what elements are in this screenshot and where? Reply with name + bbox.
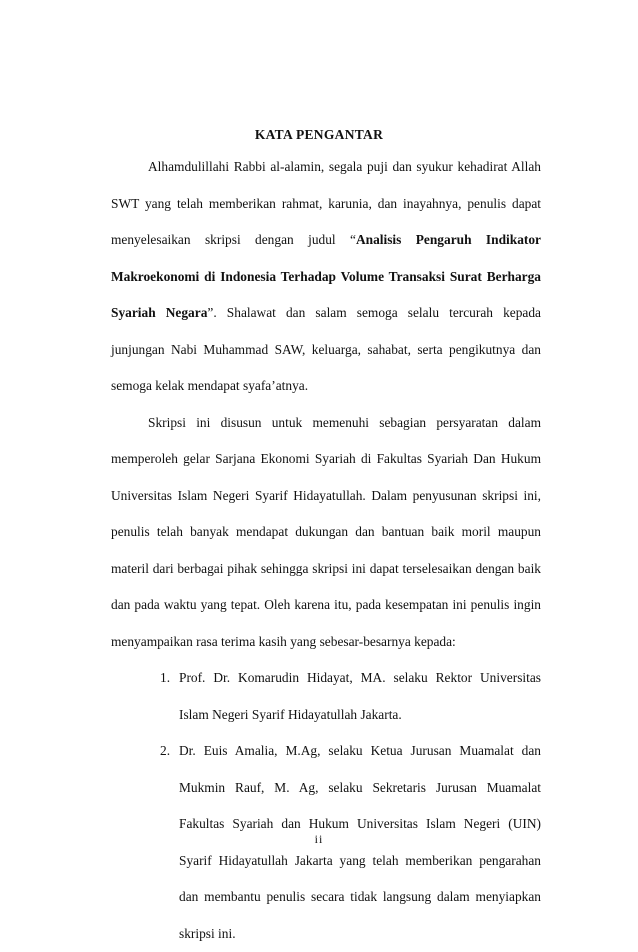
page-number: ii bbox=[314, 832, 324, 846]
page-title: KATA PENGANTAR bbox=[254, 127, 384, 142]
list-item-text: Prof. Dr. Komarudin Hidayat, MA. selaku Rektor Universitas Islam Negeri Syarif Hidayatullah Jakarta. bbox=[179, 670, 541, 722]
list-item-number: 2. bbox=[160, 743, 171, 758]
paragraph-opening bbox=[111, 149, 541, 405]
paragraph-opening-end: ”. Shalawat dan salam semoga selalu tercurah kepada junjungan Nabi Muhammad SAW, keluarga, sahabat, serta pengikutnya dan semoga kelak mendapat syafa’atnya. bbox=[111, 305, 542, 393]
paragraph-opening-start: Alhamdulillahi Rabbi al-alamin, segala puji dan syukur kehadirat Allah SWT yang telah memberikan rahmat, karunia, dan inayahnya, penulis dapat menyelesaikan skripsi dengan judul “ bbox=[111, 159, 541, 247]
thesis-title: Analisis Pengaruh Indikator Makroekonomi di Indonesia Terhadap Volume Transaksi Surat Berharga Syariah Negara bbox=[111, 232, 541, 320]
paragraph-purpose: Skripsi ini disusun untuk memenuhi sebagian persyaratan dalam memperoleh gelar Sarjana Ekonomi Syariah di Fakultas Syariah Dan Hukum Universitas Islam Negeri Syarif Hidayatullah. Dalam penyusunan skripsi ini, penulis telah banyak mendapat dukungan dan bantuan baik moril maupun materil dari berbagai pihak sehingga skripsi ini dapat terselesaikan dengan baik dan pada waktu yang tepat. Oleh karena itu, pada kesempatan ini penulis ingin menyampaikan rasa terima kasih yang sebesar-besarnya kepada: bbox=[111, 414, 541, 649]
acknowledgement-list bbox=[111, 660, 541, 952]
list-item-text: Dr. Euis Amalia, M.Ag, selaku Ketua Jurusan Muamalat dan Mukmin Rauf, M. Ag, selaku Sekretaris Jurusan Muamalat Fakultas Syariah dan Hukum Universitas Islam Negeri (UIN) Syarif Hidayatullah Jakarta yang telah memberikan pengarahan dan membantu penulis secara tidak langsung dalam menyiapkan skripsi ini. bbox=[179, 743, 541, 941]
list-item bbox=[111, 660, 541, 733]
list-item-number: 1. bbox=[160, 670, 171, 685]
